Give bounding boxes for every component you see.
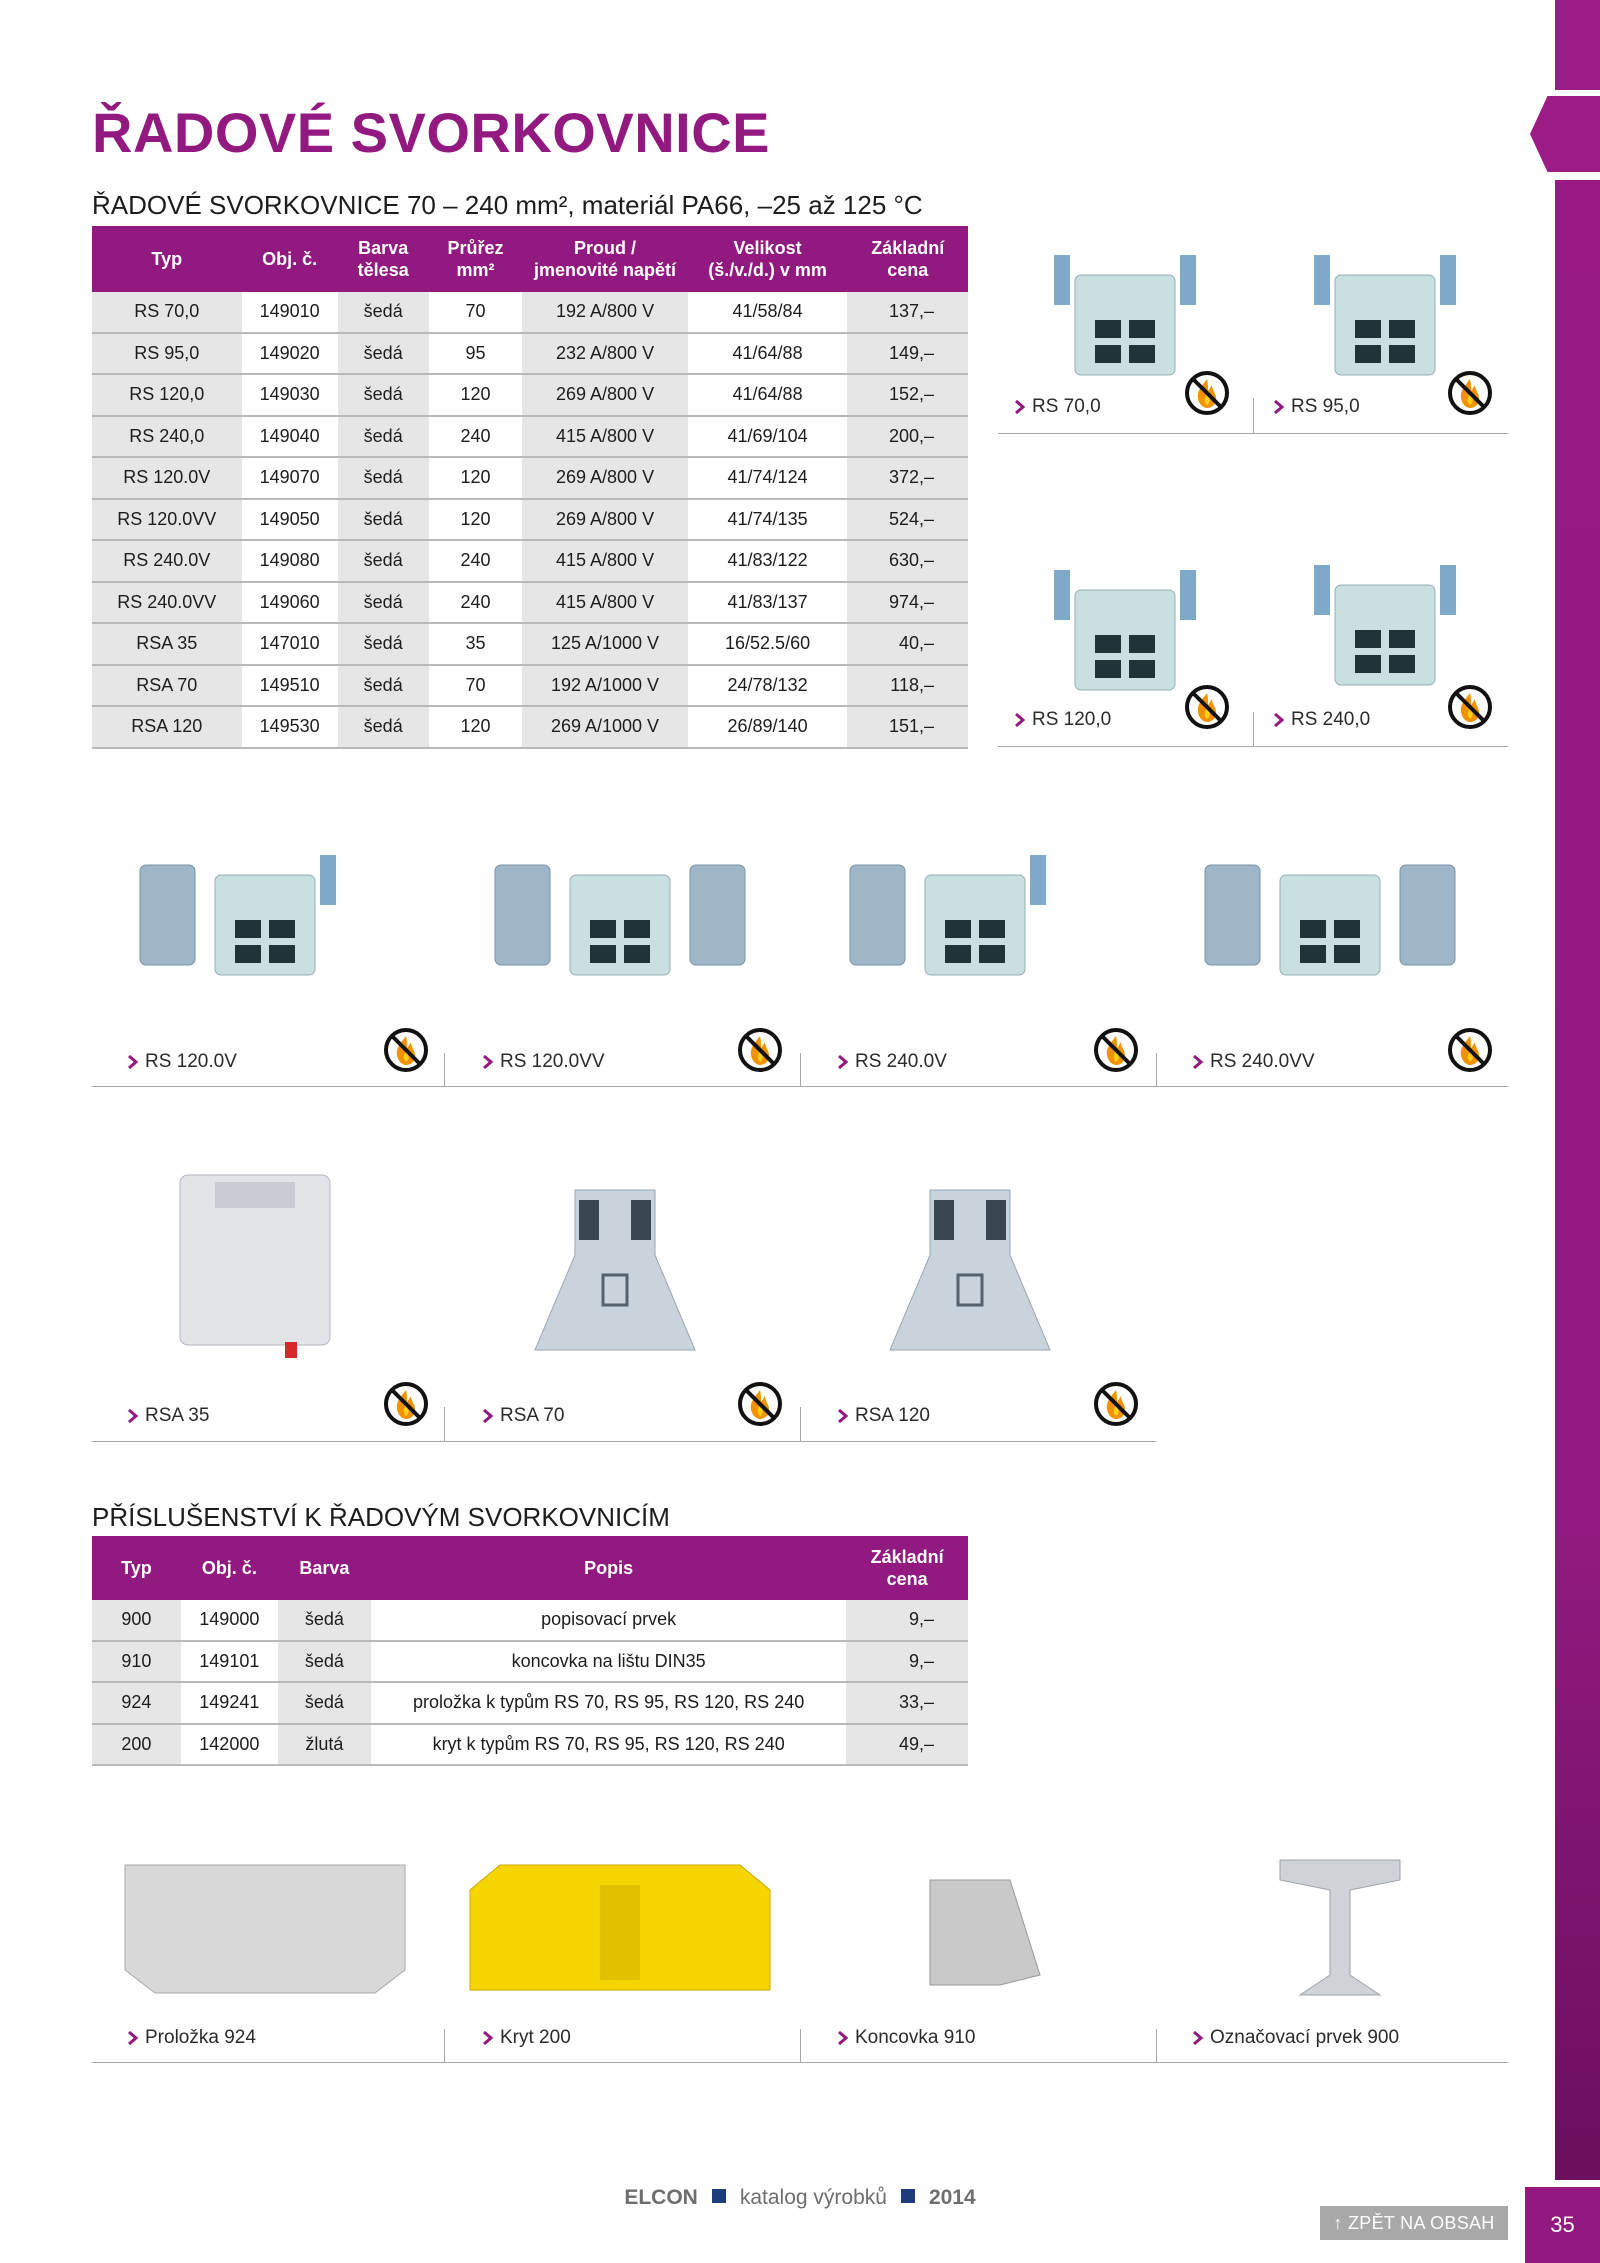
table-cell: 269 A/1000 V [522, 706, 687, 748]
divider-line [92, 1441, 1156, 1442]
kryt-200-image [460, 1850, 780, 2010]
column-divider [800, 2029, 801, 2062]
table-row [92, 1600, 968, 1641]
table-row [92, 457, 968, 499]
table-row [92, 665, 968, 707]
table-cell: žlutá [278, 1724, 371, 1766]
table-cell: 149040 [242, 416, 338, 458]
table-cell: RS 120.0VV [92, 499, 242, 541]
table-cell: šedá [338, 665, 429, 707]
table-cell: šedá [278, 1682, 371, 1724]
column-header: Typ [92, 1536, 181, 1600]
table-cell: 70 [429, 665, 523, 707]
table-cell: 149010 [242, 292, 338, 333]
page-title: ŘADOVÉ SVORKOVNICE [92, 101, 770, 164]
table-cell: RS 240.0VV [92, 582, 242, 624]
table-cell: 149101 [181, 1641, 278, 1683]
table-cell: 415 A/800 V [522, 540, 687, 582]
table-cell: koncovka na lištu DIN35 [371, 1641, 846, 1683]
rsa-120-caption[interactable] [838, 1405, 930, 1427]
product-label: Kryt 200 [500, 2027, 571, 2048]
terminals-table-title: ŘADOVÉ SVORKOVNICE 70 – 240 mm², materiál PA66, –25 až 125 °C [92, 190, 923, 220]
table-row [92, 623, 968, 665]
chevron-right-icon [1274, 400, 1285, 414]
table-cell: 149030 [242, 374, 338, 416]
chevron-right-icon [483, 1409, 494, 1423]
table-cell: 41/58/84 [688, 292, 848, 333]
table-cell: 33,– [846, 1682, 968, 1724]
oznacovaci-prvek-900-caption[interactable] [1193, 2027, 1399, 2049]
table-cell: 152,– [847, 374, 968, 416]
product-label: RSA 35 [145, 1405, 210, 1426]
oznacovaci-prvek-900-image [1240, 1845, 1440, 2020]
no-flame-icon [1447, 370, 1493, 416]
rs-240-0vv-caption[interactable] [1193, 1051, 1315, 1073]
table-cell: 151,– [847, 706, 968, 748]
rsa-70-caption[interactable] [483, 1405, 564, 1427]
square-bullet-icon [712, 2189, 726, 2203]
divider-line [998, 433, 1508, 434]
table-cell: 149060 [242, 582, 338, 624]
column-header: Průřez mm² [429, 226, 523, 292]
koncovka-910-image [870, 1850, 1090, 2010]
table-cell: 149530 [242, 706, 338, 748]
table-cell: šedá [338, 499, 429, 541]
table-row [92, 333, 968, 375]
column-header: Obj. č. [181, 1536, 278, 1600]
no-flame-icon [383, 1381, 429, 1427]
chevron-right-icon [1193, 1055, 1204, 1069]
column-divider [800, 1407, 801, 1441]
chevron-right-icon [1015, 400, 1026, 414]
rs-95-caption[interactable] [1274, 396, 1360, 418]
table-cell: 269 A/800 V [522, 374, 687, 416]
table-header-row [92, 226, 968, 292]
product-label: RS 240.0VV [1210, 1051, 1315, 1072]
table-cell: 120 [429, 706, 523, 748]
side-stripe-gap [1555, 172, 1600, 180]
table-cell: 35 [429, 623, 523, 665]
table-cell: šedá [338, 292, 429, 333]
table-cell: kryt k typům RS 70, RS 95, RS 120, RS 240 [371, 1724, 846, 1766]
table-cell: 924 [92, 1682, 181, 1724]
product-label: RS 70,0 [1032, 396, 1101, 417]
table-cell: šedá [278, 1641, 371, 1683]
footer-brand: ELCON [624, 2186, 698, 2209]
no-flame-icon [1184, 370, 1230, 416]
chevron-right-icon [1274, 713, 1285, 727]
column-divider [800, 1053, 801, 1086]
table-cell: 372,– [847, 457, 968, 499]
no-flame-icon [737, 1381, 783, 1427]
prolozka-924-caption[interactable] [128, 2027, 256, 2049]
rs-120-0vv-caption[interactable] [483, 1051, 605, 1073]
product-label: RSA 70 [500, 1405, 565, 1426]
table-cell: 41/83/122 [688, 540, 848, 582]
table-cell: 149,– [847, 333, 968, 375]
table-cell: 40,– [847, 623, 968, 665]
table-row [92, 582, 968, 624]
rs-120-0v-caption[interactable] [128, 1051, 237, 1073]
prolozka-924-image [115, 1850, 415, 2010]
table-cell: šedá [278, 1600, 371, 1641]
product-label: RS 95,0 [1291, 396, 1360, 417]
table-cell: 41/74/124 [688, 457, 848, 499]
table-cell: 70 [429, 292, 523, 333]
table-header-row [92, 1536, 968, 1600]
table-cell: šedá [338, 540, 429, 582]
product-label: RSA 120 [855, 1405, 930, 1426]
table-cell: 24/78/132 [688, 665, 848, 707]
chevron-right-icon [838, 1055, 849, 1069]
table-cell: šedá [338, 582, 429, 624]
table-cell: 147010 [242, 623, 338, 665]
accessories-table-title: PŘÍSLUŠENSTVÍ K ŘADOVÝM SVORKOVNICÍM [92, 1502, 670, 1532]
product-label: Označovací prvek 900 [1210, 2027, 1400, 2048]
table-row [92, 1724, 968, 1766]
table-cell: 149020 [242, 333, 338, 375]
table-cell: proložka k typům RS 70, RS 95, RS 120, RS 240 [371, 1682, 846, 1724]
table-cell: 149080 [242, 540, 338, 582]
rs-70-image [1010, 250, 1240, 385]
back-to-contents-button[interactable]: ↑ ZPĚT NA OBSAH [1320, 2206, 1508, 2240]
table-cell: šedá [338, 374, 429, 416]
column-header: Základní cena [847, 226, 968, 292]
divider-line [92, 2062, 1508, 2063]
product-label: RS 240,0 [1291, 709, 1371, 730]
table-cell: 192 A/1000 V [522, 665, 687, 707]
column-header: Barva [278, 1536, 371, 1600]
side-stripe-top [1555, 0, 1600, 90]
accessories-table [92, 1536, 968, 1766]
chevron-right-icon [128, 1409, 139, 1423]
product-label: RS 120.0VV [500, 1051, 605, 1072]
table-cell: 41/64/88 [688, 333, 848, 375]
table-cell: 524,– [847, 499, 968, 541]
column-header: Typ [92, 226, 242, 292]
footer-year: 2014 [928, 2186, 976, 2209]
table-cell: 41/69/104 [688, 416, 848, 458]
table-cell: 149510 [242, 665, 338, 707]
table-cell: 120 [429, 457, 523, 499]
table-cell: šedá [338, 333, 429, 375]
column-divider [444, 1053, 445, 1086]
table-cell: 232 A/800 V [522, 333, 687, 375]
table-cell: šedá [338, 416, 429, 458]
column-header: Velikost (š./v./d.) v mm [688, 226, 848, 292]
footer-catalog: katalog výrobků [739, 2186, 887, 2209]
koncovka-910-caption[interactable] [838, 2027, 975, 2049]
table-cell: 95 [429, 333, 523, 375]
rs-120-caption[interactable] [1015, 709, 1111, 731]
table-cell: 125 A/1000 V [522, 623, 687, 665]
table-cell: RSA 35 [92, 623, 242, 665]
column-divider [1156, 2029, 1157, 2062]
product-label: Koncovka 910 [855, 2027, 976, 2048]
no-flame-icon [1184, 684, 1230, 730]
rs-120-0v-image [110, 820, 420, 1015]
rsa-35-caption[interactable] [128, 1405, 209, 1427]
table-cell: 149070 [242, 457, 338, 499]
table-cell: 240 [429, 582, 523, 624]
product-label: RS 240.0V [855, 1051, 947, 1072]
table-row [92, 1682, 968, 1724]
chevron-right-icon [128, 1055, 139, 1069]
rs-70-caption[interactable] [1015, 396, 1101, 418]
column-divider [1253, 398, 1254, 433]
table-cell: 149050 [242, 499, 338, 541]
column-header: Proud / jmenovité napětí [522, 226, 687, 292]
rsa-35-image [150, 1160, 360, 1375]
product-label: RS 120.0V [145, 1051, 237, 1072]
rs-120-0vv-image [465, 820, 775, 1015]
no-flame-icon [1093, 1027, 1139, 1073]
table-cell: 49,– [846, 1724, 968, 1766]
table-cell: 415 A/800 V [522, 416, 687, 458]
table-cell: 910 [92, 1641, 181, 1683]
table-cell: 149241 [181, 1682, 278, 1724]
no-flame-icon [383, 1027, 429, 1073]
table-cell: 120 [429, 374, 523, 416]
table-cell: RS 95,0 [92, 333, 242, 375]
chevron-right-icon [1193, 2031, 1204, 2045]
table-cell: 900 [92, 1600, 181, 1641]
table-row [92, 499, 968, 541]
chevron-right-icon [838, 2031, 849, 2045]
table-cell: RS 240.0V [92, 540, 242, 582]
side-stripe-gap [1555, 90, 1600, 96]
terminals-table [92, 226, 968, 749]
table-row [92, 1641, 968, 1683]
table-cell: 26/89/140 [688, 706, 848, 748]
table-row [92, 292, 968, 333]
table-cell: šedá [338, 706, 429, 748]
column-divider [1156, 1053, 1157, 1086]
column-header: Barva tělesa [338, 226, 429, 292]
table-cell: šedá [338, 623, 429, 665]
rs-240-caption[interactable] [1274, 709, 1370, 731]
product-label: Proložka 924 [145, 2027, 256, 2048]
square-bullet-icon [901, 2189, 915, 2203]
table-cell: 142000 [181, 1724, 278, 1766]
table-cell: 41/64/88 [688, 374, 848, 416]
rs-240-0v-image [820, 820, 1130, 1015]
table-cell: 149000 [181, 1600, 278, 1641]
table-cell: 240 [429, 540, 523, 582]
side-stripe [1555, 0, 1600, 2180]
table-cell: 120 [429, 499, 523, 541]
column-header: Základní cena [846, 1536, 968, 1600]
table-row [92, 706, 968, 748]
table-row [92, 374, 968, 416]
column-divider [444, 2029, 445, 2062]
table-row [92, 416, 968, 458]
table-cell: 192 A/800 V [522, 292, 687, 333]
column-header: Obj. č. [242, 226, 338, 292]
table-cell: RS 240,0 [92, 416, 242, 458]
rs-95-image [1270, 250, 1500, 385]
table-cell: 974,– [847, 582, 968, 624]
table-cell: 137,– [847, 292, 968, 333]
kryt-200-caption[interactable] [483, 2027, 571, 2049]
rs-240-0v-caption[interactable] [838, 1051, 947, 1073]
product-label: RS 120,0 [1032, 709, 1112, 730]
table-cell: RSA 120 [92, 706, 242, 748]
table-cell: 200,– [847, 416, 968, 458]
rs-240-0vv-image [1175, 820, 1485, 1015]
page-number: 35 [1525, 2187, 1600, 2263]
table-row [92, 540, 968, 582]
column-header: Popis [371, 1536, 846, 1600]
table-cell: RS 120,0 [92, 374, 242, 416]
table-cell: 16/52.5/60 [688, 623, 848, 665]
table-cell: 9,– [846, 1641, 968, 1683]
chevron-right-icon [1015, 713, 1026, 727]
column-divider [444, 1407, 445, 1441]
no-flame-icon [737, 1027, 783, 1073]
table-cell: RS 70,0 [92, 292, 242, 333]
table-cell: 118,– [847, 665, 968, 707]
chevron-right-icon [483, 2031, 494, 2045]
table-cell: 269 A/800 V [522, 499, 687, 541]
table-cell: 415 A/800 V [522, 582, 687, 624]
chevron-right-icon [483, 1055, 494, 1069]
no-flame-icon [1447, 684, 1493, 730]
section-tab[interactable] [1530, 96, 1600, 172]
chevron-right-icon [838, 1409, 849, 1423]
table-cell: 41/83/137 [688, 582, 848, 624]
chevron-right-icon [128, 2031, 139, 2045]
table-cell: 41/74/135 [688, 499, 848, 541]
table-cell: 200 [92, 1724, 181, 1766]
rsa-70-image [465, 1160, 765, 1375]
table-cell: 9,– [846, 1600, 968, 1641]
table-cell: RSA 70 [92, 665, 242, 707]
table-cell: 630,– [847, 540, 968, 582]
divider-line [92, 1086, 1508, 1087]
rsa-120-image [820, 1160, 1120, 1375]
table-cell: popisovací prvek [371, 1600, 846, 1641]
table-cell: 269 A/800 V [522, 457, 687, 499]
table-cell: 240 [429, 416, 523, 458]
column-divider [1253, 712, 1254, 747]
no-flame-icon [1447, 1027, 1493, 1073]
table-cell: šedá [338, 457, 429, 499]
table-cell: RS 120.0V [92, 457, 242, 499]
no-flame-icon [1093, 1381, 1139, 1427]
